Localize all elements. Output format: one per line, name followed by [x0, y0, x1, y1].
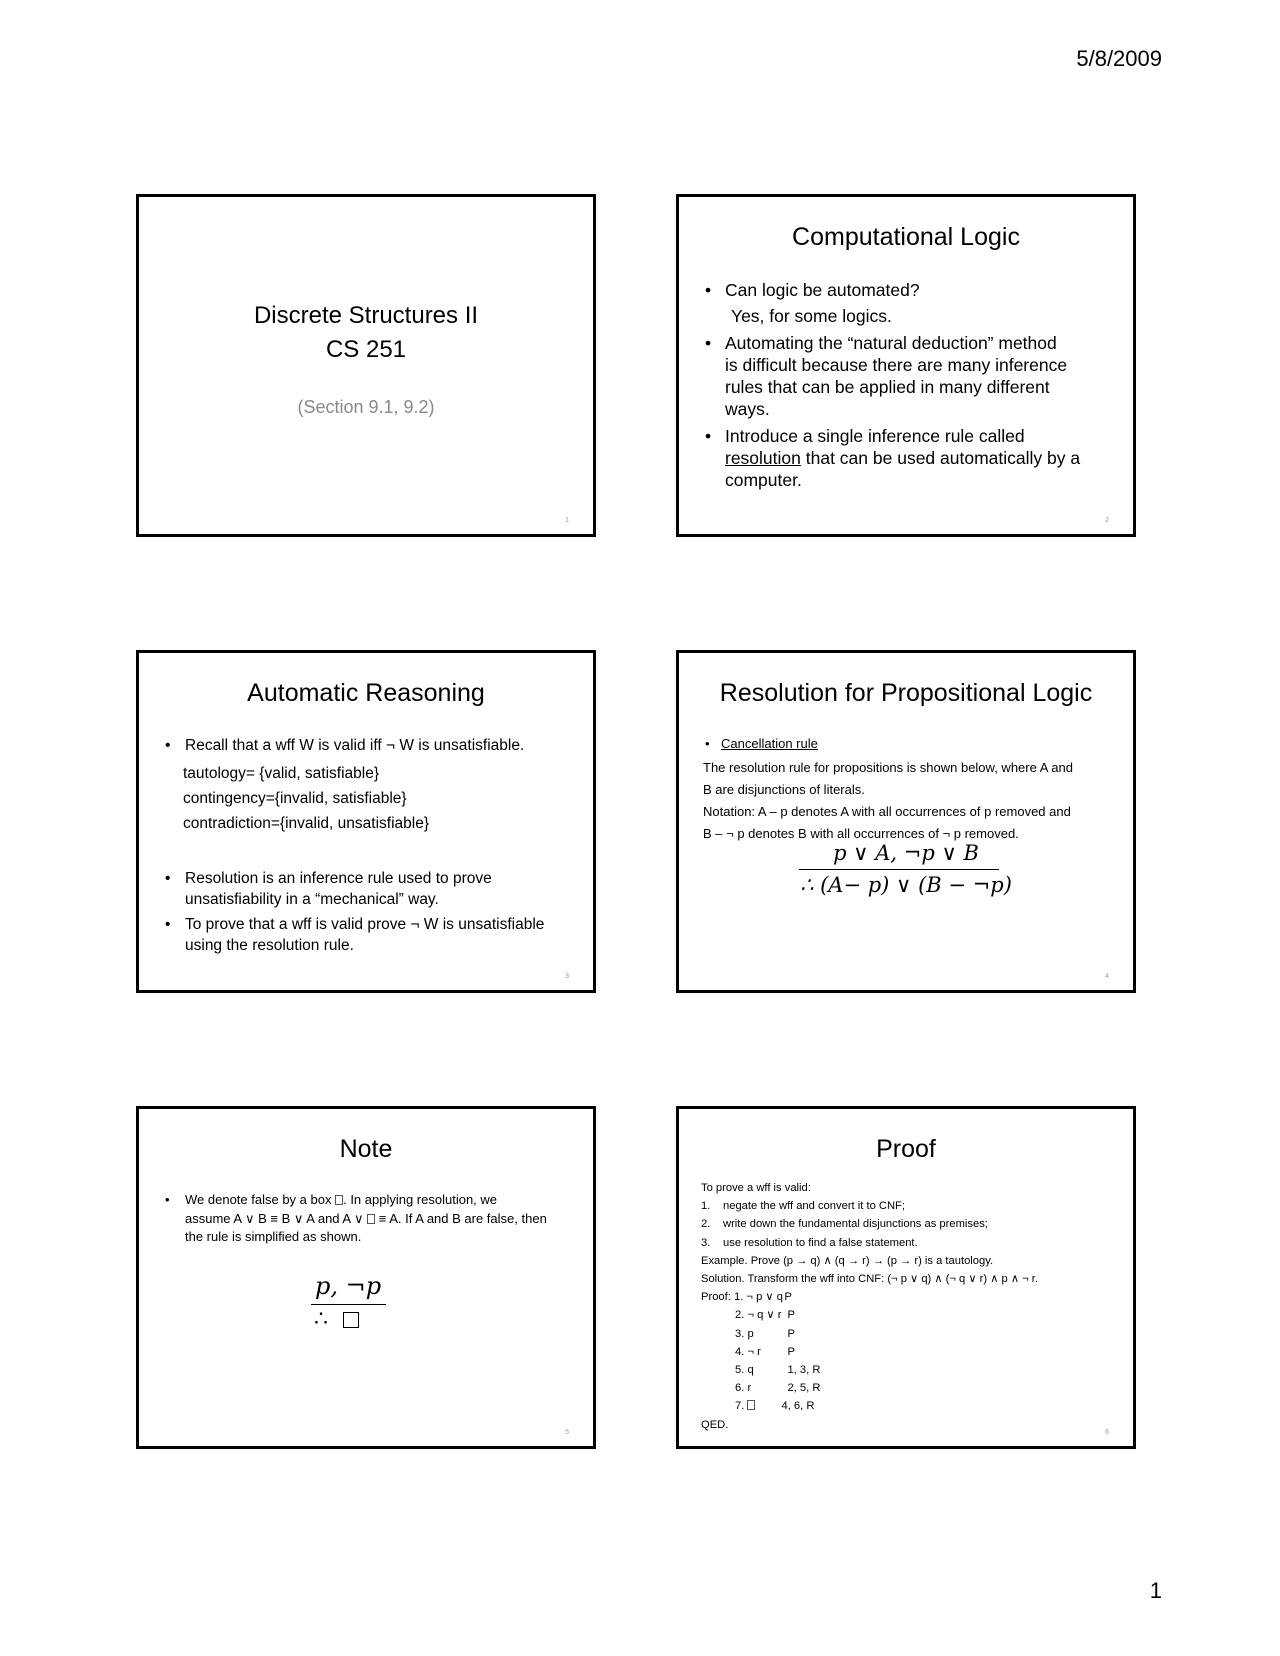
bullet-text: unsatisfiability in a “mechanical” way.: [185, 891, 439, 908]
bullet-text: • Automating the “natural deduction” method: [725, 333, 1057, 353]
slide-2: [676, 194, 1136, 537]
bullet-item: [705, 425, 1125, 491]
therefore-symbol: ∴: [314, 1307, 328, 1332]
bullet-text: • To prove that a wff is valid prove ¬ W is unsatisfiable: [185, 916, 545, 933]
false-box-icon: [335, 1195, 343, 1205]
proof-intro: To prove a wff is valid:: [701, 1182, 811, 1194]
inference-line: [311, 1304, 386, 1305]
title-line-2: CS 251: [325, 336, 407, 363]
cancellation-rule-link: Cancellation rule: [721, 736, 818, 751]
bullet-text: assume A ∨ B ≡ B ∨ A and A ∨ ≡ A. If A and B are false, then: [185, 1210, 547, 1226]
example-line: Example. Prove (p → q) ∧ (q → r) → (p → r) is a tautology.: [701, 1254, 994, 1267]
inference-line: [799, 869, 999, 870]
paragraph-line: B – ¬ p denotes B with all occurrences of ¬ p removed.: [703, 826, 1019, 841]
slide-5: [136, 1106, 596, 1449]
slide-number: 3: [565, 973, 569, 980]
proof-label: Proof:: [701, 1291, 731, 1304]
bullet-item: [705, 279, 1125, 327]
method-step: 2. write down the fundamental disjunctions as premises;: [701, 1218, 988, 1231]
proof-line: 2. ¬ q ∨ r P: [735, 1309, 795, 1322]
bullet-text: [725, 447, 1125, 469]
slide-1: [136, 194, 596, 537]
rule-description: [703, 757, 1123, 845]
page-date: 5/8/2009: [1076, 46, 1162, 71]
proof-body: [701, 1179, 1038, 1434]
bullet-item: [165, 868, 585, 910]
slide-number: 2: [1105, 517, 1109, 524]
page-number: 1: [1149, 1578, 1162, 1603]
proof-line: 7. 4, 6, R: [735, 1400, 815, 1413]
proof-line: 4. ¬ r P: [735, 1345, 795, 1358]
slide-4: [676, 650, 1136, 993]
bullet-text: computer.: [725, 470, 802, 490]
method-step: 3. use resolution to find a false statement.: [701, 1236, 918, 1249]
rule-premise: p ∨ A, ¬p ∨ B: [833, 841, 979, 865]
rule-premise: p, ¬p: [315, 1272, 382, 1300]
paragraph-line: B are disjunctions of literals.: [703, 782, 865, 797]
method-step: 1. negate the wff and convert it to CNF;: [701, 1200, 905, 1213]
paragraph-line: Notation: A – p denotes A with all occurrences of p removed and: [703, 804, 1071, 819]
proof-line: 6. r 2, 5, R: [735, 1382, 821, 1395]
bullet-text: • Can logic be automated?: [725, 280, 920, 300]
bullet-text-rest: that can be used automatically by a: [800, 448, 1081, 468]
bullet-text: • Introduce a single inference rule called: [725, 426, 1025, 446]
bullet-item: [165, 735, 585, 756]
bullet-item: [165, 914, 585, 956]
slide-title: Proof: [876, 1135, 936, 1163]
bullet-list: [165, 1191, 585, 1247]
bullet-list: [165, 868, 585, 956]
slide-number: 4: [1105, 973, 1109, 980]
false-box-icon: [367, 1214, 375, 1224]
bullet-text: the rule is simplified as shown.: [185, 1229, 362, 1244]
slide-number: 1: [565, 517, 569, 524]
bullet-text: Yes, for some logics.: [731, 306, 892, 326]
bullet-list: [165, 735, 585, 756]
slide-number: 5: [565, 1429, 569, 1436]
bullet-text: is difficult because there are many inference: [725, 355, 1068, 375]
slide-subtitle: (Section 9.1, 9.2): [297, 397, 435, 417]
bullet-text: • We denote false by a box . In applying resolution, we: [185, 1192, 498, 1207]
resolution-term: resolution: [725, 448, 801, 468]
title-line-1: Discrete Structures II: [253, 302, 479, 329]
definition-contradiction: contradiction={invalid, unsatisfiable}: [183, 815, 430, 832]
slide-title: [139, 299, 593, 367]
slide-title: Note: [339, 1135, 393, 1163]
slide-title: Resolution for Propositional Logic: [719, 679, 1093, 707]
slide-title: Computational Logic: [792, 223, 1020, 251]
false-box-icon: [747, 1400, 755, 1410]
bullet-text: • Resolution is an inference rule used to prove: [185, 870, 492, 887]
rule-conclusion: [314, 1307, 359, 1332]
bullet-text: • Recall that a wff W is valid iff ¬ W is unsatisfiable.: [185, 737, 525, 754]
definition-contingency: contingency={invalid, satisfiable}: [183, 790, 407, 807]
proof-line: 3. p P: [735, 1327, 795, 1340]
bullet-list: [705, 279, 1125, 491]
slide-title: Automatic Reasoning: [247, 679, 485, 707]
definition-tautology: tautology= {valid, satisfiable}: [183, 765, 380, 782]
proof-line: 5. q 1, 3, R: [735, 1364, 821, 1377]
paragraph-line: The resolution rule for propositions is shown below, where A and: [703, 760, 1073, 775]
bullet-item: [705, 735, 818, 753]
rule-conclusion: ∴ (A− p) ∨ (B − ¬p): [800, 873, 1012, 897]
false-box-icon: [343, 1312, 359, 1328]
solution-line: Solution. Transform the wff into CNF: (¬ p ∨ q) ∧ (¬ q ∨ r) ∧ p ∧ ¬ r.: [701, 1273, 1039, 1286]
bullet-item: [705, 332, 1125, 420]
slide-6: [676, 1106, 1136, 1449]
bullet-item: [165, 1191, 585, 1247]
qed-line: QED.: [701, 1418, 729, 1431]
bullet-text: ways.: [725, 399, 770, 419]
slide-3: [136, 650, 596, 993]
bullet-list: [705, 735, 818, 753]
slide-number: 6: [1105, 1429, 1109, 1436]
bullet-text: using the resolution rule.: [185, 937, 354, 954]
bullet-text: rules that can be applied in many different: [725, 377, 1050, 397]
definitions: [183, 761, 429, 836]
proof-line: Proof: 1. ¬ p ∨ q P: [701, 1291, 792, 1304]
